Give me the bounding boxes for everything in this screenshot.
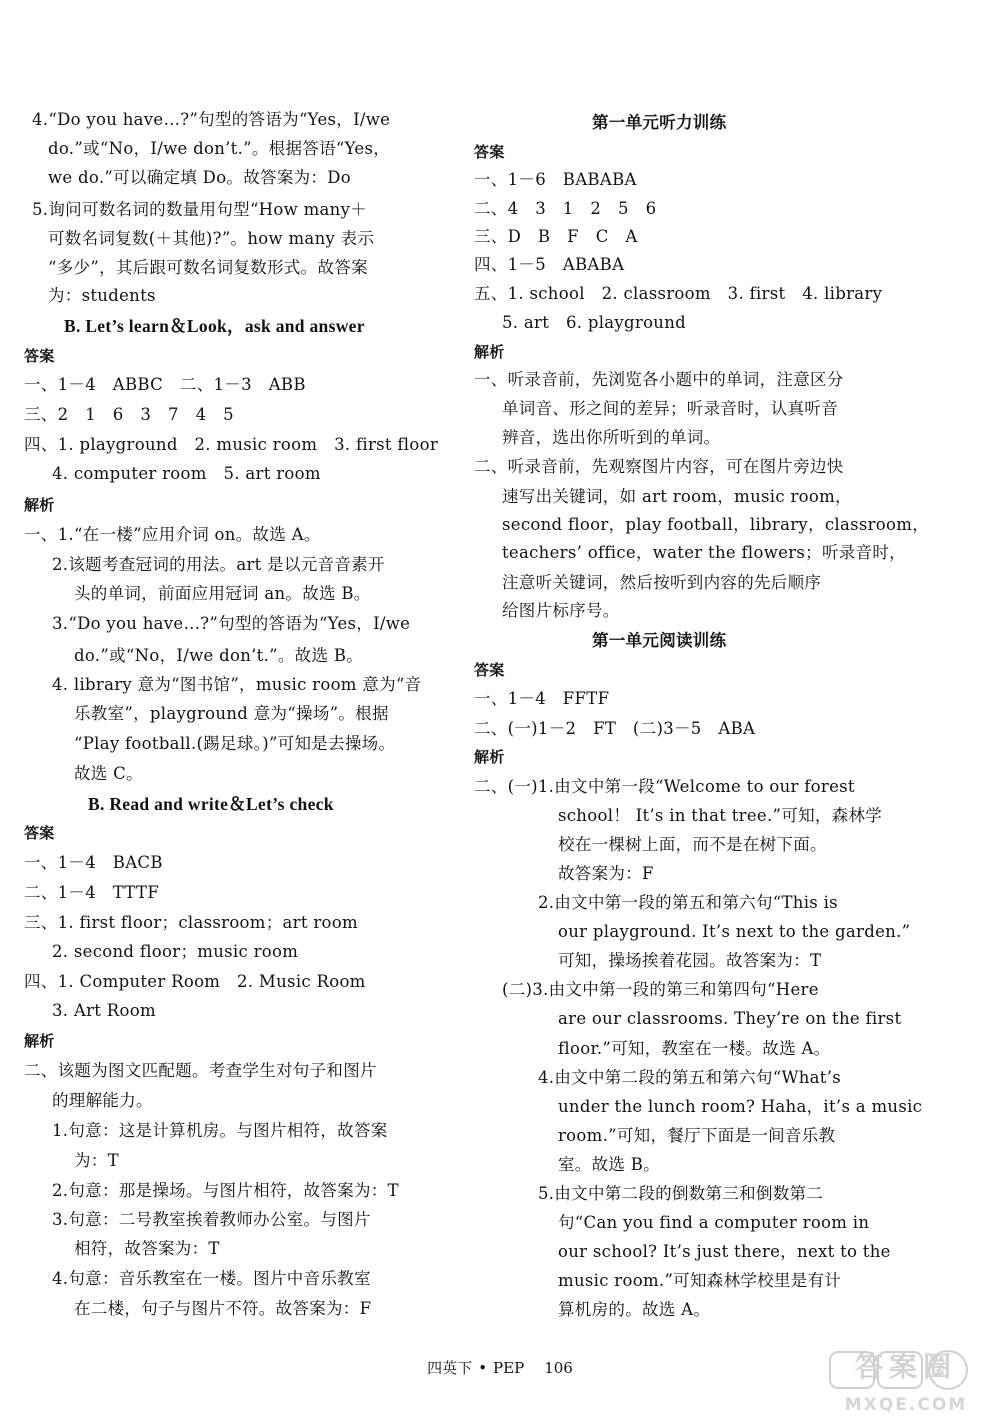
footer-dot: • xyxy=(478,1359,488,1377)
analysis-line: 3.“Do you have…?”句型的答语为“Yes，I/we xyxy=(52,614,411,633)
analysis-line: school！ It’s in that tree.”可知，森林学 xyxy=(558,806,883,825)
intro-line: “多少”，其后跟可数名词复数形式。故答案 xyxy=(48,258,368,277)
analysis-line: 算机房的。故选 A。 xyxy=(558,1300,711,1319)
answer-line: 5. art 6. playground xyxy=(502,313,687,332)
analysis-line: 一、1.“在一楼”应用介词 on。故选 A。 xyxy=(24,525,321,544)
footer-edition: PEP xyxy=(493,1359,525,1377)
watermark-logo xyxy=(826,1348,986,1416)
analysis-label: 解析 xyxy=(474,343,505,361)
analysis-line: teachers’ office，water the flowers；听录音时， xyxy=(502,543,906,562)
analysis-line: 故答案为：F xyxy=(558,864,654,883)
section-title: 第一单元阅读训练 xyxy=(592,631,727,650)
analysis-line: second floor，play football，library，classroom， xyxy=(502,515,930,534)
analysis-label: 解析 xyxy=(24,496,55,514)
analysis-line: 乐教室”，playground 意为“操场”。根据 xyxy=(74,704,389,723)
analysis-line: 句“Can you find a computer room in xyxy=(558,1213,870,1232)
answer-line: 一、1－4 BACB xyxy=(24,853,163,872)
analysis-line: 2.句意：那是操场。与图片相符，故答案为：T xyxy=(52,1181,399,1200)
answer-line: 二、1－4 TTTF xyxy=(24,883,160,902)
analysis-line: do.”或“No，I/we don’t.”。故选 B。 xyxy=(74,646,364,665)
analysis-line: 二、该题为图文匹配题。考查学生对句子和图片 xyxy=(24,1061,377,1080)
answer-line: 2. second floor；music room xyxy=(52,942,299,961)
analysis-line: 二、听录音前，先观察图片内容，可在图片旁边快 xyxy=(474,457,844,476)
analysis-line: 在二楼，句子与图片不符。故答案为：F xyxy=(74,1299,372,1318)
answer-label: 答案 xyxy=(474,661,505,679)
intro-line: 4.“Do you have…?”句型的答语为“Yes，I/we xyxy=(32,110,391,129)
intro-line: 5.询问可数名词的数量用句型“How many＋ xyxy=(32,200,368,219)
analysis-line: 5.由文中第二段的倒数第三和倒数第二 xyxy=(538,1184,824,1203)
intro-line: 为：students xyxy=(48,286,156,305)
analysis-line: 注意听关键词，然后按听到内容的先后顺序 xyxy=(502,573,822,592)
analysis-line: 相符，故答案为：T xyxy=(74,1239,220,1258)
section-title: B. Let’s learn＆Look，ask and answer xyxy=(64,316,365,336)
analysis-line: 一、听录音前，先浏览各小题中的单词，注意区分 xyxy=(474,370,844,389)
answer-line: 三、D B F C A xyxy=(474,227,638,246)
intro-line: 可数名词复数(＋其他)?”。how many 表示 xyxy=(48,229,375,248)
analysis-line: 速写出关键词，如 art room，music room， xyxy=(502,487,852,506)
analysis-line: our school? It’s just there，next to the xyxy=(558,1242,891,1261)
analysis-line: 单词音、形之间的差异；听录音时，认真听音 xyxy=(502,399,838,418)
analysis-line: 4. library 意为“图书馆”，music room 意为“音 xyxy=(52,675,422,694)
intro-line: do.”或“No，I/we don’t.”。根据答语“Yes， xyxy=(48,139,391,158)
analysis-line: 4.由文中第二段的第五和第六句“What’s xyxy=(538,1068,842,1087)
answer-line: 四、1. playground 2. music room 3. first floor xyxy=(24,435,439,454)
answer-label: 答案 xyxy=(474,143,505,161)
answer-line: 四、1. Computer Room 2. Music Room xyxy=(24,972,366,991)
answer-line: 二、4 3 1 2 5 6 xyxy=(474,199,657,218)
analysis-line: 室。故选 B。 xyxy=(558,1155,660,1174)
analysis-line: 1.句意：这是计算机房。与图片相符，故答案 xyxy=(52,1121,388,1140)
footer-book: 四英下 xyxy=(427,1359,473,1377)
section-title: 第一单元听力训练 xyxy=(592,113,727,132)
analysis-line: “Play football.(踢足球。)”可知是去操场。 xyxy=(74,734,396,753)
analysis-line: 4.句意：音乐教室在一楼。图片中音乐教室 xyxy=(52,1269,371,1288)
watermark-chars: 答案圈 xyxy=(854,1350,958,1383)
answer-line: 三、1. first floor；classroom；art room xyxy=(24,913,358,932)
section-title: B. Read and write＆Let’s check xyxy=(88,794,334,814)
analysis-line: 头的单词，前面应用冠词 an。故选 B。 xyxy=(74,584,371,603)
analysis-line: 可知，操场挨着花园。故答案为：T xyxy=(558,951,822,970)
analysis-line: 故选 C。 xyxy=(74,764,143,783)
analysis-line: (二)3.由文中第一段的第三和第四句“Here xyxy=(502,980,819,999)
analysis-line: 的理解能力。 xyxy=(52,1091,153,1110)
answer-line: 二、(一)1－2 FT (二)3－5 ABA xyxy=(474,719,756,738)
analysis-line: room.”可知，餐厅下面是一间音乐教 xyxy=(558,1126,836,1145)
analysis-line: floor.”可知，教室在一楼。故选 A。 xyxy=(558,1039,831,1058)
analysis-line: under the lunch room? Haha，it’s a music xyxy=(558,1097,923,1116)
page-number: 106 xyxy=(544,1359,573,1377)
analysis-line: 2.该题考查冠词的用法。art 是以元音音素开 xyxy=(52,555,385,574)
analysis-line: 给图片标序号。 xyxy=(502,601,620,620)
analysis-line: 辨音，选出你所听到的单词。 xyxy=(502,428,721,447)
analysis-line: 二、(一)1.由文中第一段“Welcome to our forest xyxy=(474,777,855,796)
answer-line: 四、1－5 ABABA xyxy=(474,255,625,274)
answer-label: 答案 xyxy=(24,824,55,842)
analysis-line: 2.由文中第一段的第五和第六句“This is xyxy=(538,893,838,912)
answer-line: 3. Art Room xyxy=(52,1001,156,1020)
answer-line: 一、1－4 ABBC 二、1－3 ABB xyxy=(24,375,306,394)
analysis-line: our playground. It’s next to the garden.” xyxy=(558,922,911,941)
analysis-label: 解析 xyxy=(474,748,505,766)
answer-line: 一、1－4 FFTF xyxy=(474,689,610,708)
answer-line: 三、2 1 6 3 7 4 5 xyxy=(24,405,234,424)
answer-label: 答案 xyxy=(24,347,55,365)
analysis-line: music room.”可知森林学校里是有计 xyxy=(558,1271,842,1290)
intro-line: we do.”可以确定填 Do。故答案为：Do xyxy=(48,168,351,187)
analysis-line: 为：T xyxy=(74,1151,119,1170)
answer-line: 五、1. school 2. classroom 3. first 4. library xyxy=(474,284,883,303)
answer-line: 一、1－6 BABABA xyxy=(474,170,637,189)
watermark-site: MXQE.COM xyxy=(844,1395,968,1415)
analysis-line: 校在一棵树上面，而不是在树下面。 xyxy=(558,835,827,854)
analysis-label: 解析 xyxy=(24,1032,55,1050)
analysis-line: are our classrooms. They’re on the first xyxy=(558,1009,902,1028)
analysis-line: 3.句意：二号教室挨着教师办公室。与图片 xyxy=(52,1210,371,1229)
answer-line: 4. computer room 5. art room xyxy=(52,464,321,483)
